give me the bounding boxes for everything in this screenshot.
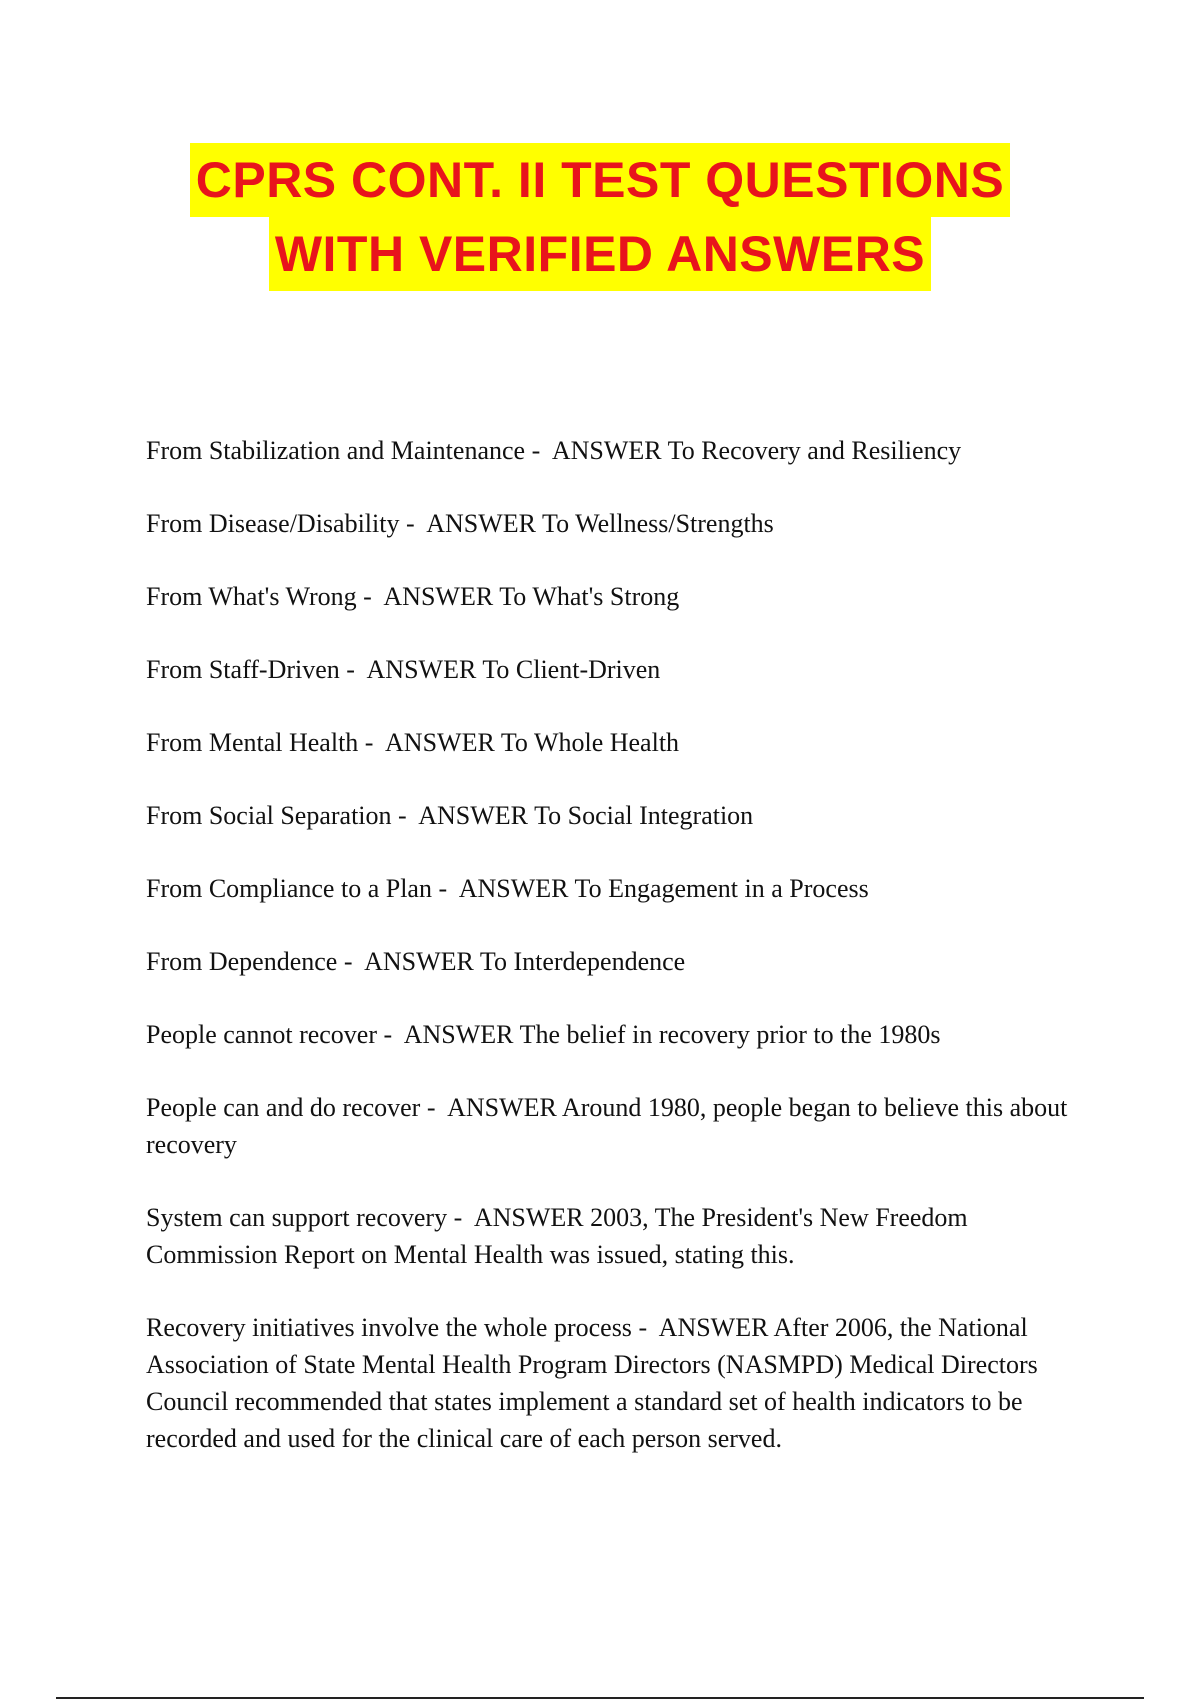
answer-label: ANSWER — [426, 509, 536, 538]
title-line-1: CPRS CONT. II TEST QUESTIONS — [190, 143, 1011, 217]
qa-answer: To What's Strong — [499, 582, 680, 611]
qa-answer: To Recovery and Resiliency — [667, 436, 962, 465]
qa-term: Recovery initiatives involve the whole process — [146, 1313, 632, 1342]
qa-item: From Disease/Disability - ANSWER To Wellness/Strengths — [146, 509, 774, 538]
answer-label: ANSWER — [385, 728, 495, 757]
qa-item: People can and do recover - ANSWER Around 1980, people began to believe this about recovery — [146, 1093, 1074, 1159]
title-line-2: WITH VERIFIED ANSWERS — [269, 217, 931, 291]
qa-item: From Social Separation - ANSWER To Social Integration — [146, 801, 754, 830]
answer-label: ANSWER — [403, 1020, 514, 1049]
qa-term: From Staff-Driven — [146, 655, 340, 684]
qa-term: From What's Wrong — [146, 582, 357, 611]
answer-label: ANSWER — [473, 1203, 584, 1232]
qa-item: From Dependence - ANSWER To Interdependence — [146, 947, 686, 976]
footer-divider — [56, 1697, 1144, 1699]
qa-item: From Compliance to a Plan - ANSWER To Engagement in a Process — [146, 874, 869, 903]
answer-label: ANSWER — [458, 874, 569, 903]
qa-answer: To Interdependence — [479, 947, 686, 976]
qa-answer: To Engagement in a Process — [574, 874, 869, 903]
qa-answer: Around 1980, people began to believe this about recovery — [146, 1093, 1074, 1159]
answer-label: ANSWER — [658, 1313, 769, 1342]
qa-answer: To Client-Driven — [482, 655, 661, 684]
qa-term: From Mental Health — [146, 728, 359, 757]
answer-label: ANSWER — [418, 801, 529, 830]
qa-answer: To Social Integration — [534, 801, 754, 830]
qa-item: From Staff-Driven - ANSWER To Client-Driven — [146, 655, 661, 684]
qa-term: From Social Separation — [146, 801, 392, 830]
qa-term: System can support recovery — [146, 1203, 448, 1232]
answer-label: ANSWER — [364, 947, 474, 976]
qa-list — [146, 432, 1076, 1493]
qa-answer: 2003, The President's New Freedom Commission Report on Mental Health was issued, stating this. — [146, 1203, 975, 1269]
qa-term: People can and do recover — [146, 1093, 421, 1122]
qa-term: From Dependence — [146, 947, 338, 976]
answer-label: ANSWER — [447, 1093, 557, 1122]
qa-term: From Stabilization and Maintenance — [146, 436, 526, 465]
qa-item: From Mental Health - ANSWER To Whole Health — [146, 728, 680, 757]
answer-label: ANSWER — [551, 436, 662, 465]
qa-term: From Compliance to a Plan — [146, 874, 432, 903]
qa-term: From Disease/Disability — [146, 509, 400, 538]
qa-answer: The belief in recovery prior to the 1980s — [519, 1020, 941, 1049]
qa-item: Recovery initiatives involve the whole process - ANSWER After 2006, the National Association of State Mental Health Program Directors (NASMPD) Medical Directors Council recommended that states implement a standard set of health indicators to be recorded and used for the clinical care of each person served. — [146, 1313, 1045, 1453]
answer-label: ANSWER — [366, 655, 477, 684]
answer-label: ANSWER — [383, 582, 494, 611]
qa-item: From What's Wrong - ANSWER To What's Strong — [146, 582, 680, 611]
document-title — [0, 143, 1200, 291]
qa-item: From Stabilization and Maintenance - ANSWER To Recovery and Resiliency — [146, 436, 962, 465]
qa-item: People cannot recover - ANSWER The belief in recovery prior to the 1980s — [146, 1020, 941, 1049]
qa-item: System can support recovery - ANSWER 2003, The President's New Freedom Commission Report on Mental Health was issued, stating this. — [146, 1203, 975, 1269]
qa-term: People cannot recover — [146, 1020, 378, 1049]
qa-answer: To Wellness/Strengths — [542, 509, 774, 538]
qa-answer: After 2006, the National Association of State Mental Health Program Directors (NASMPD) Medical Directors Council recommended that states implement a standard set of health indicators to be recorded and used for the clinical care of each person served. — [146, 1313, 1045, 1453]
qa-answer: To Whole Health — [500, 728, 680, 757]
